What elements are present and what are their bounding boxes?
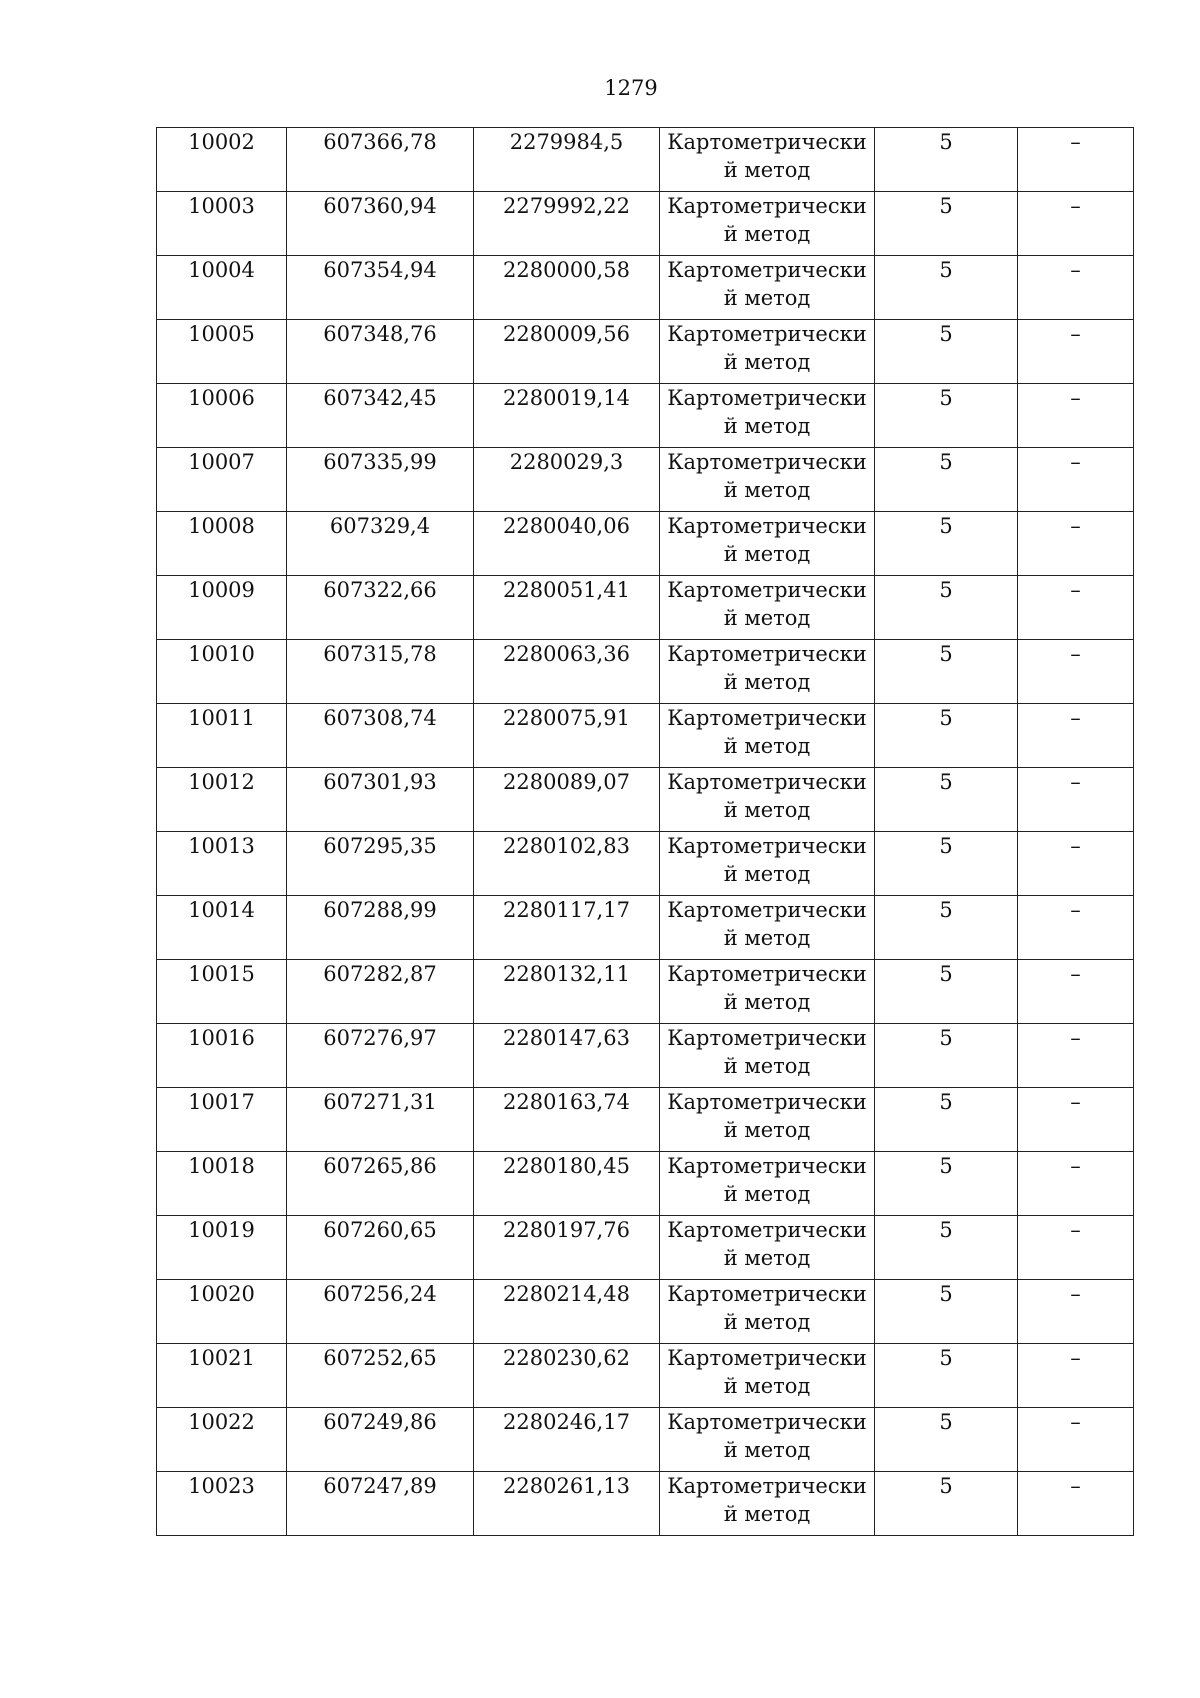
- y-coordinate-cell-text: 2280019,14: [503, 386, 630, 410]
- note-cell: [1018, 576, 1134, 640]
- point-id-cell: [157, 832, 287, 896]
- y-coordinate-cell-text: 2280147,63: [503, 1026, 630, 1050]
- method-cell: [660, 384, 875, 448]
- point-id-cell: [157, 640, 287, 704]
- accuracy-cell-text: 5: [939, 322, 953, 346]
- table-row: [157, 128, 1134, 192]
- note-cell: [1018, 832, 1134, 896]
- accuracy-cell-text: 5: [939, 514, 953, 538]
- table-row: [157, 576, 1134, 640]
- table-body: [157, 128, 1134, 1536]
- point-id-cell-text: 10009: [188, 578, 255, 602]
- x-coordinate-cell: [287, 768, 474, 832]
- y-coordinate-cell: [474, 1408, 660, 1472]
- y-coordinate-cell: [474, 960, 660, 1024]
- note-cell: [1018, 256, 1134, 320]
- accuracy-cell: [875, 832, 1018, 896]
- y-coordinate-cell-text: 2280246,17: [503, 1410, 630, 1434]
- accuracy-cell-text: 5: [939, 1218, 953, 1242]
- y-coordinate-cell: [474, 1280, 660, 1344]
- method-cell-text: Картометрически й метод: [667, 322, 867, 374]
- point-id-cell-text: 10018: [188, 1154, 255, 1178]
- method-cell-text: Картометрически й метод: [667, 578, 867, 630]
- accuracy-cell: [875, 896, 1018, 960]
- y-coordinate-cell-text: 2280180,45: [503, 1154, 630, 1178]
- note-cell: [1018, 960, 1134, 1024]
- point-id-cell-text: 10020: [188, 1282, 255, 1306]
- method-cell-text: Картометрически й метод: [667, 1154, 867, 1206]
- note-cell-text: –: [1070, 386, 1081, 410]
- x-coordinate-cell-text: 607322,66: [323, 578, 437, 602]
- note-cell: [1018, 1408, 1134, 1472]
- y-coordinate-cell-text: 2280214,48: [503, 1282, 630, 1306]
- table-row: [157, 320, 1134, 384]
- note-cell-text: –: [1070, 130, 1081, 154]
- accuracy-cell: [875, 1216, 1018, 1280]
- x-coordinate-cell: [287, 1408, 474, 1472]
- y-coordinate-cell: [474, 512, 660, 576]
- point-id-cell: [157, 704, 287, 768]
- y-coordinate-cell: [474, 896, 660, 960]
- accuracy-cell-text: 5: [939, 642, 953, 666]
- method-cell: [660, 576, 875, 640]
- table-row: [157, 832, 1134, 896]
- point-id-cell: [157, 1152, 287, 1216]
- accuracy-cell-text: 5: [939, 962, 953, 986]
- point-id-cell: [157, 320, 287, 384]
- y-coordinate-cell: [474, 768, 660, 832]
- y-coordinate-cell-text: 2280261,13: [503, 1474, 630, 1498]
- point-id-cell: [157, 1024, 287, 1088]
- note-cell: [1018, 448, 1134, 512]
- note-cell: [1018, 192, 1134, 256]
- note-cell: [1018, 640, 1134, 704]
- note-cell-text: –: [1070, 898, 1081, 922]
- y-coordinate-cell-text: 2280009,56: [503, 322, 630, 346]
- y-coordinate-cell-text: 2280075,91: [503, 706, 630, 730]
- note-cell-text: –: [1070, 194, 1081, 218]
- point-id-cell: [157, 128, 287, 192]
- note-cell: [1018, 1280, 1134, 1344]
- point-id-cell: [157, 1408, 287, 1472]
- x-coordinate-cell-text: 607360,94: [323, 194, 437, 218]
- method-cell: [660, 320, 875, 384]
- table-row: [157, 960, 1134, 1024]
- point-id-cell-text: 10010: [188, 642, 255, 666]
- note-cell: [1018, 1024, 1134, 1088]
- coordinates-table: [156, 127, 1134, 1536]
- x-coordinate-cell-text: 607335,99: [323, 450, 437, 474]
- point-id-cell-text: 10016: [188, 1026, 255, 1050]
- x-coordinate-cell-text: 607282,87: [323, 962, 437, 986]
- method-cell: [660, 896, 875, 960]
- x-coordinate-cell-text: 607252,65: [323, 1346, 437, 1370]
- x-coordinate-cell-text: 607315,78: [323, 642, 437, 666]
- y-coordinate-cell-text: 2280132,11: [503, 962, 630, 986]
- note-cell-text: –: [1070, 1154, 1081, 1178]
- accuracy-cell-text: 5: [939, 450, 953, 474]
- x-coordinate-cell-text: 607301,93: [323, 770, 437, 794]
- method-cell: [660, 1472, 875, 1536]
- method-cell-text: Картометрически й метод: [667, 258, 867, 310]
- point-id-cell-text: 10013: [188, 834, 255, 858]
- point-id-cell-text: 10003: [188, 194, 255, 218]
- method-cell: [660, 1280, 875, 1344]
- note-cell: [1018, 384, 1134, 448]
- y-coordinate-cell: [474, 832, 660, 896]
- point-id-cell-text: 10015: [188, 962, 255, 986]
- accuracy-cell: [875, 1088, 1018, 1152]
- method-cell-text: Картометрически й метод: [667, 514, 867, 566]
- note-cell-text: –: [1070, 514, 1081, 538]
- method-cell-text: Картометрически й метод: [667, 1346, 867, 1398]
- table-row: [157, 256, 1134, 320]
- x-coordinate-cell: [287, 960, 474, 1024]
- x-coordinate-cell-text: 607271,31: [323, 1090, 437, 1114]
- accuracy-cell: [875, 1344, 1018, 1408]
- point-id-cell: [157, 1344, 287, 1408]
- x-coordinate-cell-text: 607295,35: [323, 834, 437, 858]
- note-cell-text: –: [1070, 322, 1081, 346]
- method-cell: [660, 832, 875, 896]
- point-id-cell-text: 10023: [188, 1474, 255, 1498]
- accuracy-cell: [875, 640, 1018, 704]
- table-row: [157, 1024, 1134, 1088]
- note-cell-text: –: [1070, 450, 1081, 474]
- y-coordinate-cell-text: 2280063,36: [503, 642, 630, 666]
- method-cell: [660, 768, 875, 832]
- y-coordinate-cell: [474, 1152, 660, 1216]
- note-cell-text: –: [1070, 642, 1081, 666]
- method-cell-text: Картометрически й метод: [667, 1026, 867, 1078]
- method-cell: [660, 1408, 875, 1472]
- x-coordinate-cell: [287, 384, 474, 448]
- point-id-cell-text: 10021: [188, 1346, 255, 1370]
- accuracy-cell: [875, 128, 1018, 192]
- y-coordinate-cell-text: 2280102,83: [503, 834, 630, 858]
- accuracy-cell: [875, 768, 1018, 832]
- point-id-cell: [157, 384, 287, 448]
- note-cell-text: –: [1070, 258, 1081, 282]
- method-cell-text: Картометрически й метод: [667, 642, 867, 694]
- method-cell: [660, 640, 875, 704]
- accuracy-cell: [875, 1280, 1018, 1344]
- point-id-cell-text: 10008: [188, 514, 255, 538]
- method-cell-text: Картометрически й метод: [667, 1474, 867, 1526]
- y-coordinate-cell: [474, 1216, 660, 1280]
- table-row: [157, 448, 1134, 512]
- note-cell: [1018, 1344, 1134, 1408]
- y-coordinate-cell: [474, 1472, 660, 1536]
- y-coordinate-cell-text: 2280117,17: [503, 898, 630, 922]
- table-row: [157, 1344, 1134, 1408]
- accuracy-cell: [875, 320, 1018, 384]
- accuracy-cell-text: 5: [939, 706, 953, 730]
- x-coordinate-cell: [287, 192, 474, 256]
- y-coordinate-cell-text: 2279984,5: [509, 130, 624, 154]
- point-id-cell-text: 10005: [188, 322, 255, 346]
- table-row: [157, 640, 1134, 704]
- table-row: [157, 384, 1134, 448]
- x-coordinate-cell: [287, 1344, 474, 1408]
- point-id-cell-text: 10019: [188, 1218, 255, 1242]
- table-row: [157, 192, 1134, 256]
- y-coordinate-cell-text: 2280000,58: [503, 258, 630, 282]
- accuracy-cell-text: 5: [939, 898, 953, 922]
- y-coordinate-cell: [474, 384, 660, 448]
- method-cell: [660, 256, 875, 320]
- x-coordinate-cell-text: 607249,86: [323, 1410, 437, 1434]
- accuracy-cell-text: 5: [939, 578, 953, 602]
- table-row: [157, 1088, 1134, 1152]
- note-cell: [1018, 768, 1134, 832]
- method-cell-text: Картометрически й метод: [667, 130, 867, 182]
- point-id-cell-text: 10006: [188, 386, 255, 410]
- method-cell-text: Картометрически й метод: [667, 834, 867, 886]
- method-cell: [660, 128, 875, 192]
- method-cell: [660, 1152, 875, 1216]
- y-coordinate-cell-text: 2280040,06: [503, 514, 630, 538]
- x-coordinate-cell-text: 607348,76: [323, 322, 437, 346]
- note-cell-text: –: [1070, 1410, 1081, 1434]
- note-cell-text: –: [1070, 962, 1081, 986]
- x-coordinate-cell-text: 607260,65: [323, 1218, 437, 1242]
- point-id-cell-text: 10011: [188, 706, 255, 730]
- table-row: [157, 1408, 1134, 1472]
- accuracy-cell-text: 5: [939, 258, 953, 282]
- x-coordinate-cell: [287, 1472, 474, 1536]
- accuracy-cell-text: 5: [939, 1154, 953, 1178]
- note-cell-text: –: [1070, 1090, 1081, 1114]
- table-row: [157, 896, 1134, 960]
- x-coordinate-cell-text: 607256,24: [323, 1282, 437, 1306]
- accuracy-cell-text: 5: [939, 194, 953, 218]
- note-cell-text: –: [1070, 1218, 1081, 1242]
- x-coordinate-cell: [287, 1216, 474, 1280]
- y-coordinate-cell: [474, 128, 660, 192]
- point-id-cell: [157, 448, 287, 512]
- note-cell-text: –: [1070, 578, 1081, 602]
- method-cell: [660, 448, 875, 512]
- x-coordinate-cell-text: 607247,89: [323, 1474, 437, 1498]
- method-cell: [660, 960, 875, 1024]
- table-row: [157, 1280, 1134, 1344]
- accuracy-cell-text: 5: [939, 770, 953, 794]
- accuracy-cell: [875, 256, 1018, 320]
- method-cell: [660, 1088, 875, 1152]
- point-id-cell: [157, 896, 287, 960]
- accuracy-cell-text: 5: [939, 1282, 953, 1306]
- accuracy-cell: [875, 960, 1018, 1024]
- note-cell: [1018, 512, 1134, 576]
- method-cell-text: Картометрически й метод: [667, 1282, 867, 1334]
- x-coordinate-cell: [287, 512, 474, 576]
- y-coordinate-cell: [474, 640, 660, 704]
- method-cell-text: Картометрически й метод: [667, 450, 867, 502]
- note-cell-text: –: [1070, 706, 1081, 730]
- note-cell-text: –: [1070, 770, 1081, 794]
- accuracy-cell: [875, 1408, 1018, 1472]
- y-coordinate-cell-text: 2279992,22: [503, 194, 630, 218]
- x-coordinate-cell: [287, 128, 474, 192]
- accuracy-cell: [875, 576, 1018, 640]
- table-row: [157, 704, 1134, 768]
- x-coordinate-cell-text: 607354,94: [323, 258, 437, 282]
- table-row: [157, 768, 1134, 832]
- accuracy-cell-text: 5: [939, 1346, 953, 1370]
- y-coordinate-cell: [474, 320, 660, 384]
- x-coordinate-cell: [287, 704, 474, 768]
- x-coordinate-cell: [287, 320, 474, 384]
- y-coordinate-cell-text: 2280230,62: [503, 1346, 630, 1370]
- x-coordinate-cell-text: 607308,74: [323, 706, 437, 730]
- x-coordinate-cell: [287, 640, 474, 704]
- note-cell: [1018, 1088, 1134, 1152]
- note-cell-text: –: [1070, 1474, 1081, 1498]
- note-cell: [1018, 1472, 1134, 1536]
- x-coordinate-cell-text: 607342,45: [323, 386, 437, 410]
- y-coordinate-cell: [474, 192, 660, 256]
- accuracy-cell-text: 5: [939, 1474, 953, 1498]
- x-coordinate-cell: [287, 256, 474, 320]
- point-id-cell-text: 10004: [188, 258, 255, 282]
- point-id-cell-text: 10012: [188, 770, 255, 794]
- x-coordinate-cell: [287, 1088, 474, 1152]
- method-cell-text: Картометрически й метод: [667, 962, 867, 1014]
- note-cell: [1018, 1216, 1134, 1280]
- method-cell: [660, 704, 875, 768]
- method-cell-text: Картометрически й метод: [667, 898, 867, 950]
- accuracy-cell-text: 5: [939, 1026, 953, 1050]
- method-cell-text: Картометрически й метод: [667, 1218, 867, 1270]
- point-id-cell: [157, 768, 287, 832]
- x-coordinate-cell: [287, 1024, 474, 1088]
- point-id-cell: [157, 512, 287, 576]
- y-coordinate-cell-text: 2280089,07: [503, 770, 630, 794]
- method-cell-text: Картометрически й метод: [667, 386, 867, 438]
- y-coordinate-cell: [474, 448, 660, 512]
- method-cell: [660, 1024, 875, 1088]
- note-cell-text: –: [1070, 834, 1081, 858]
- y-coordinate-cell: [474, 704, 660, 768]
- accuracy-cell: [875, 512, 1018, 576]
- method-cell: [660, 1216, 875, 1280]
- point-id-cell-text: 10007: [188, 450, 255, 474]
- accuracy-cell: [875, 384, 1018, 448]
- point-id-cell: [157, 192, 287, 256]
- y-coordinate-cell: [474, 576, 660, 640]
- y-coordinate-cell-text: 2280029,3: [509, 450, 624, 474]
- point-id-cell-text: 10002: [188, 130, 255, 154]
- note-cell: [1018, 1152, 1134, 1216]
- y-coordinate-cell-text: 2280051,41: [503, 578, 630, 602]
- method-cell: [660, 512, 875, 576]
- method-cell-text: Картометрически й метод: [667, 1090, 867, 1142]
- table-row: [157, 1152, 1134, 1216]
- y-coordinate-cell: [474, 1344, 660, 1408]
- y-coordinate-cell-text: 2280163,74: [503, 1090, 630, 1114]
- point-id-cell-text: 10017: [188, 1090, 255, 1114]
- accuracy-cell-text: 5: [939, 1090, 953, 1114]
- table-row: [157, 1472, 1134, 1536]
- point-id-cell: [157, 576, 287, 640]
- note-cell: [1018, 896, 1134, 960]
- point-id-cell-text: 10022: [188, 1410, 255, 1434]
- method-cell-text: Картометрически й метод: [667, 706, 867, 758]
- note-cell: [1018, 128, 1134, 192]
- note-cell-text: –: [1070, 1026, 1081, 1050]
- point-id-cell: [157, 256, 287, 320]
- x-coordinate-cell: [287, 1152, 474, 1216]
- accuracy-cell: [875, 704, 1018, 768]
- x-coordinate-cell-text: 607329,4: [329, 514, 431, 538]
- accuracy-cell: [875, 192, 1018, 256]
- y-coordinate-cell-text: 2280197,76: [503, 1218, 630, 1242]
- method-cell: [660, 1344, 875, 1408]
- note-cell-text: –: [1070, 1282, 1081, 1306]
- table-row: [157, 512, 1134, 576]
- note-cell: [1018, 704, 1134, 768]
- accuracy-cell: [875, 1152, 1018, 1216]
- note-cell-text: –: [1070, 1346, 1081, 1370]
- point-id-cell-text: 10014: [188, 898, 255, 922]
- table-row: [157, 1216, 1134, 1280]
- method-cell: [660, 192, 875, 256]
- x-coordinate-cell: [287, 448, 474, 512]
- method-cell-text: Картометрически й метод: [667, 1410, 867, 1462]
- x-coordinate-cell: [287, 576, 474, 640]
- point-id-cell: [157, 960, 287, 1024]
- method-cell-text: Картометрически й метод: [667, 770, 867, 822]
- point-id-cell: [157, 1280, 287, 1344]
- x-coordinate-cell-text: 607276,97: [323, 1026, 437, 1050]
- x-coordinate-cell-text: 607265,86: [323, 1154, 437, 1178]
- method-cell-text: Картометрически й метод: [667, 194, 867, 246]
- accuracy-cell: [875, 1472, 1018, 1536]
- y-coordinate-cell: [474, 1024, 660, 1088]
- x-coordinate-cell: [287, 832, 474, 896]
- x-coordinate-cell-text: 607366,78: [323, 130, 437, 154]
- accuracy-cell-text: 5: [939, 130, 953, 154]
- accuracy-cell-text: 5: [939, 1410, 953, 1434]
- y-coordinate-cell: [474, 256, 660, 320]
- y-coordinate-cell: [474, 1088, 660, 1152]
- note-cell: [1018, 320, 1134, 384]
- accuracy-cell-text: 5: [939, 386, 953, 410]
- point-id-cell: [157, 1216, 287, 1280]
- x-coordinate-cell: [287, 896, 474, 960]
- point-id-cell: [157, 1088, 287, 1152]
- accuracy-cell: [875, 1024, 1018, 1088]
- x-coordinate-cell: [287, 1280, 474, 1344]
- accuracy-cell: [875, 448, 1018, 512]
- accuracy-cell-text: 5: [939, 834, 953, 858]
- page-number: 1279: [604, 76, 658, 100]
- point-id-cell: [157, 1472, 287, 1536]
- x-coordinate-cell-text: 607288,99: [323, 898, 437, 922]
